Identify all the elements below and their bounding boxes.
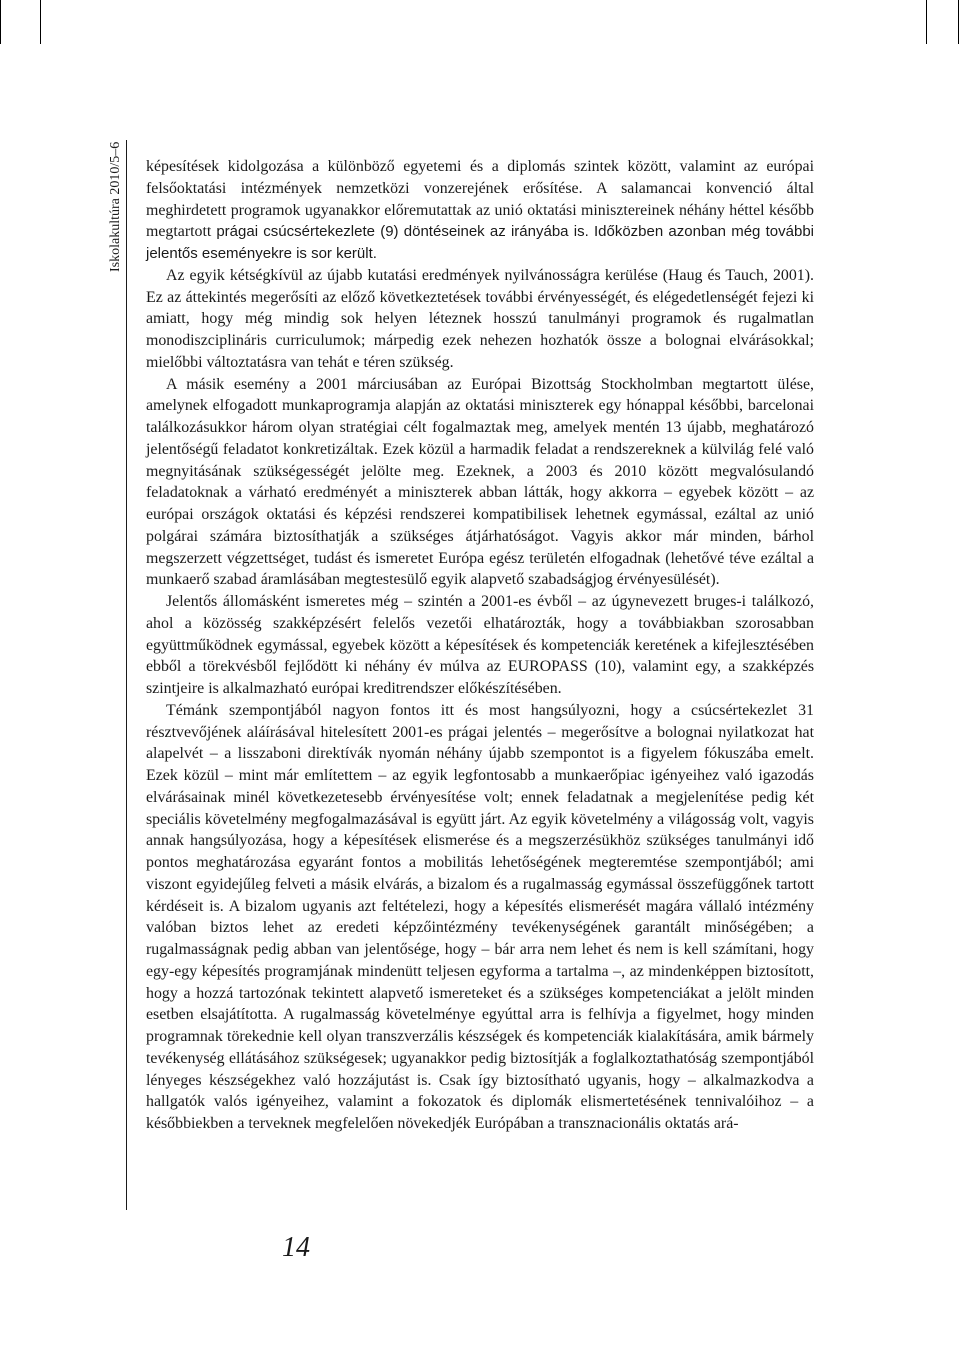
- paragraph: Jelentős állomásként ismeretes még – szintén a 2001-es évből – az úgynevezett bruges-i találkozó, ahol a közösség szakképzésért felelős vezetői elhatározták, hogy a továbbiakban szorosabban együttműködnek egymással, egyebek között a képesítések és kompetenciák keretének a kifejlesztésében ebből a törekvésből fejlődött ki néhány év múlva az EUROPASS (10), valamint egy, a szakképzés szintjeire is alkalmazható európai kreditrendszer előkészítésében.: [146, 593, 814, 697]
- sidebar-rule: [126, 140, 127, 1210]
- page-number: 14: [282, 1232, 310, 1263]
- crop-mark: [0, 0, 1, 44]
- paragraph: [146, 156, 814, 265]
- running-header: Iskolakultúra 2010/5–6: [108, 141, 123, 272]
- paragraph-text-sans: prágai csúcsértekezlete (9) döntéseinek az irányába is. Időközben azonban még további jelentős eseményekre is sor került.: [146, 223, 814, 262]
- crop-mark: [958, 0, 959, 44]
- body-text: [146, 156, 814, 1135]
- paragraph: Az egyik kétségkívül az újabb kutatási eredmények nyilvánosságra kerülése (Haug és Tauch, 2001). Ez az áttekintés megerősíti az előző következtetések további érvényességét, és elégedetlenségét fejezi ki amiatt, hogy még mindig sok helyen léteznek hosszú tanulmányi programok és rugalmatlan monodiszciplináris curriculumok; márpedig ezek nehezen hozhatók össze a bolognai elvárásokkal; mielőbbi változtatásra van tehát e téren szükség.: [146, 266, 814, 371]
- paragraph: Témánk szempontjából nagyon fontos itt és most hangsúlyozni, hogy a csúcsértekezlet 31 résztvevőjének aláírásával hitelesített 2001-es prágai jelentés – megerősítve a bolognai nyilatkozat hat alapelvét – a lisszaboni direktívák nyomán néhány újabb szempontot is a figyelem fókuszába emelt. Ezek közül – mint már említettem – az egyik legfontosabb a munkaerőpiac igényeihez való igazodás elvárásainak minél következetesebb érvényesítése volt; ennek feladatnak a megjelenítése pedig két speciális követelmény megfogalmazásával is együtt járt. Az egyik követelmény a világosság volt, vagyis annak hangsúlyozása, hogy a képesítések elismerése és a megszerzésükhöz szükséges tanulmányi idő pontos meghatározása egyaránt fontos a mobilitás lehetőségének megteremtése szempontjából; ami viszont egyidejűleg felveti a másik elvárás, a bizalom és a rugalmasság egymással összefüggőnek tartott kérdéseit is. A bizalom ugyanis azt feltételezi, hogy a képesítés elismerését magára vállaló intézmény valóban biztos lehet az eredeti képzőintézmény tevékenységének garantált minőségében; a rugalmasságnak pedig abban van jelentősége, hogy – bár arra nem lehet és nem is kell számítani, hogy egy-egy képesítés programjának mindenütt teljesen egyforma a tartalma –, az mindenképpen biztosított, hogy a hozzá tartozónak tekintett alapvető ismereteket és a szükséges kompetenciákat a jelölt minden esetben elsajátította. A rugalmasság követelménye egyúttal arra is felhívja a figyelmet, hogy minden programnak törekednie kell olyan transzverzális készségek és kompetenciák kialakítására, amik bármely tevékenység ellátásához szükségesek; ugyanakkor pedig biztosítják a foglalkoztathatóság szempontjából lényeges készségekhez való hozzájutást is. Csak így biztosítható ugyanis, hogy – alkalmazkodva a hallgatók valós igényeihez, valamint a fokozatok és diplomák elismertetésének tennivalóihoz – a későbbiekben a terveknek megfelelően növekedjék Európában a transznacionális oktatás ará-: [146, 701, 814, 1132]
- paragraph: A másik esemény a 2001 márciusában az Európai Bizottság Stockholmban megtartott ülése, amelynek elfogadott munkaprogramja alapján az oktatási miniszterek egy hónappal későbbi, barcelonai találkozásukkor három olyan stratégiai célt fogalmaztak meg, amelyek mentén 13 újabb, meghatározó jelentőségű feladatot konkretizáltak. Ezek közül a harmadik feladat a rendszereknek a külvilág felé való megnyitásának szükségességét jelölte meg. Ezeknek, a 2003 és 2010 között megvalósulandó feladatoknak a várható eredményét a miniszterek abban látták, hogy akkorra – egyebek között – az európai országok oktatási és képzési rendszerei kompatibilisek lehetnek egymással, ezáltal az unió polgárai számára biztosíthatják a szükséges átjárhatóságot. Vagyis akkor már minden, bárhol megszerzett végzettséget, tudást és ismeretet Európa egész területén elfogadnak (lehetővé téve ezáltal a munkaerő szabad áramlásában megtestesülő egyik alapvető szabadságjog érvényesülését).: [146, 375, 814, 589]
- crop-mark: [40, 0, 41, 44]
- crop-mark: [926, 0, 927, 44]
- paragraph-text: képesítések kidolgozása a különböző egyetemi és a diplomás szintek között, valamint az európai felsőoktatási intézmények nemzetközi vonzerejének erősítése. A salamancai konvenció által meghirdetett programok ugyanakkor előremutattak az unió oktatási minisztereinek néhány héttel később megtartott: [146, 158, 814, 241]
